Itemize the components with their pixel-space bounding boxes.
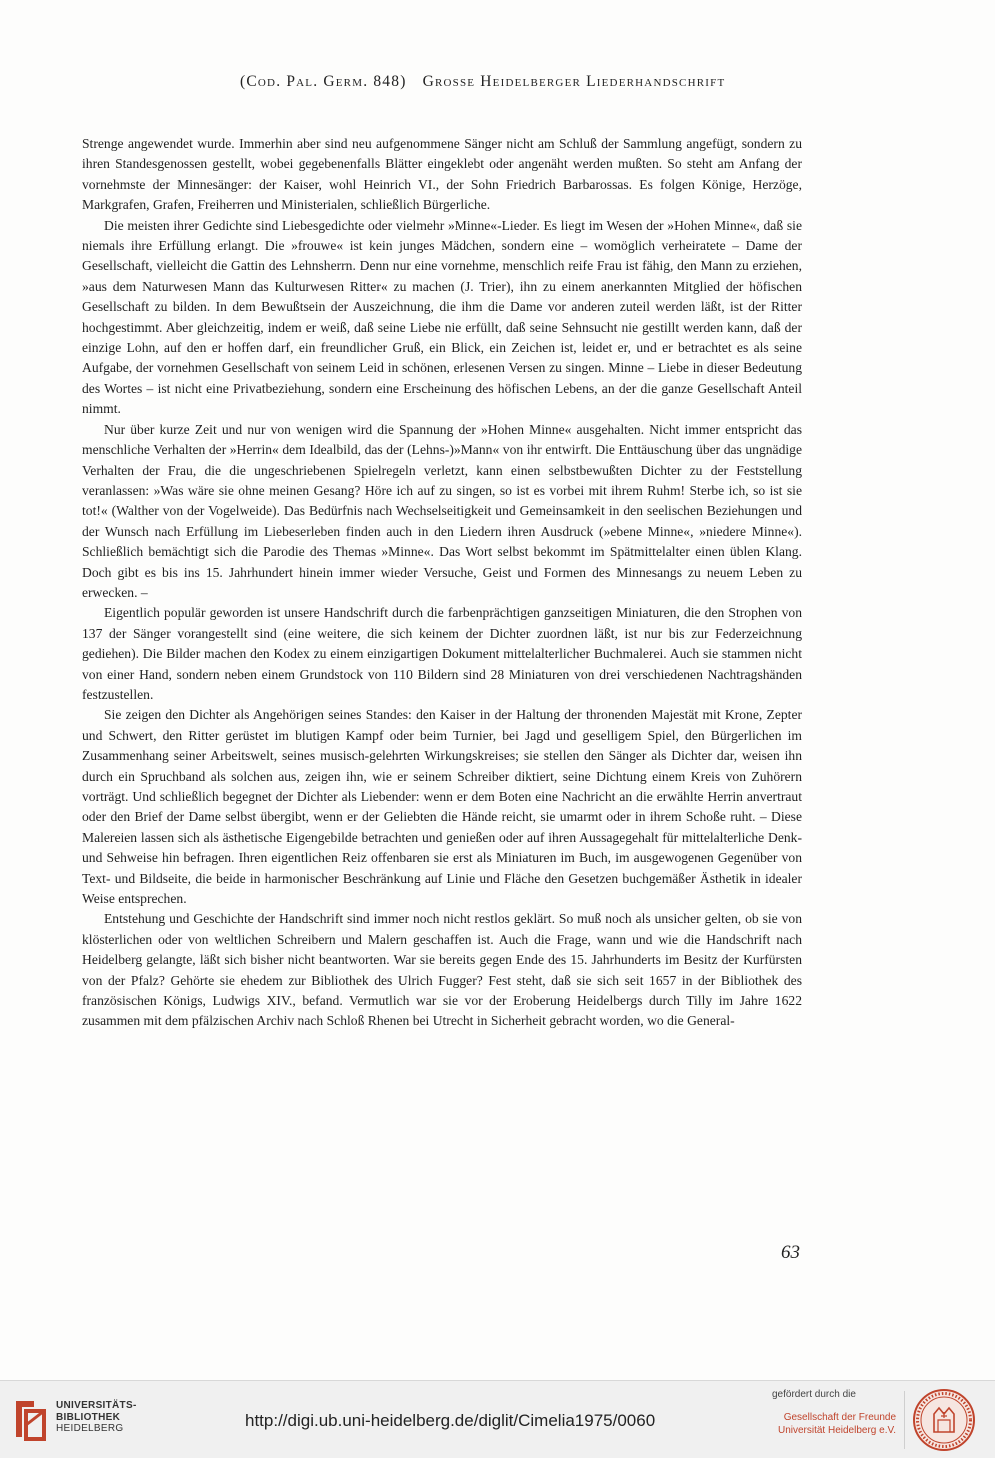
paragraph: Nur über kurze Zeit und nur von wenigen wird die Spannung der »Hohen Minne« ausgehalten. Nicht immer entspricht das menschliche Verhalten der »Herrin« dem Idealbild, das der (Lehns-)»Mann« von ihr entwirft. Die Enttäuschung über das ungnädige Verhalten der Frau, die die ungeschriebenen Spielregeln verletzt, kann einen selbstbewußten Dichter zu der Feststellung veranlassen: »Was wäre sie ohne meinen Gesang? Höre ich auf zu singen, so ist es vorbei mit ihrem Ruhm! Sterbe ich, so ist sie tot!« (Walther von der Vogelweide). Das Bedürfnis nach Wechselseitigkeit und Gemeinsamkeit in den seelischen Beziehungen und der Wunsch nach Erfüllung im Liebeserleben finden auch in den Liedern ihren Ausdruck (»ebene Minne«, »niedere Minne«). Schließlich bemächtigt sich die Parodie des Themas »Minne«. Das Wort selbst bekommt im Spätmittelalter einen üblen Klang. Doch gibt es bis ins 15. Jahrhundert hinein immer wieder Versuche, Geist und Formen des Minnesangs zu neuem Leben zu erwecken. – — [82, 421, 802, 600]
university-library-logo-icon — [10, 1397, 50, 1443]
library-name-line: UNIVERSITÄTS- — [56, 1400, 137, 1411]
library-name-line: BIBLIOTHEK — [56, 1411, 121, 1423]
sponsor-name-line: Gesellschaft der Freunde — [783, 1412, 896, 1423]
sponsor-name[interactable] — [772, 1411, 896, 1437]
paragraph: Entstehung und Geschichte der Handschrift sind immer noch nicht restlos geklärt. So muß noch als unsicher gelten, ob sie von klösterlichen oder von weltlichen Schreibern und Malern geschaffen ist. Auch die Frage, wann und wie die Handschrift nach Heidelberg gelangte, läßt sich bisher nicht beantworten. War sie bereits gegen Ende des 15. Jahrhunderts im Besitz der Kurfürsten von der Pfalz? Gehörte sie ehedem zur Bibliothek des Ulrich Fugger? Fest steht, daß sie sich seit 1657 in der Bibliothek des französischen Königs, Ludwigs XIV., befand. Vermutlich war sie vor der Eroberung Heidelbergs durch Tilly im Jahre 1622 zusammen mit dem pfälzischen Archiv nach Schloß Rhenen bei Utrecht in Sicherheit gebracht worden, wo die General- — [82, 911, 802, 1029]
body-text — [82, 134, 802, 1032]
sponsor-caption: gefördert durch die — [772, 1389, 856, 1400]
page-number: 63 — [781, 1242, 800, 1263]
running-header — [240, 73, 810, 91]
university-seal-icon — [912, 1388, 976, 1452]
header-codex: (Cod. Pal. Germ. 848) — [240, 73, 407, 90]
paragraph: Die meisten ihrer Gedichte sind Liebesgedichte oder vielmehr »Minne«-Lieder. Es liegt im Wesen der »Hohen Minne«, daß sie niemals ihre Erfüllung erlangt. Die »frouwe« ist kein junges Mädchen, sondern eine – womöglich verheiratete – Dame der Gesellschaft, vielleicht die Gattin des Lehnsherrn. Denn nur eine vornehme, menschlich reife Frau ist fähig, den Mann zu erziehen, »aus dem Naturwesen Mann das Kulturwesen Ritter« zu machen (J. Trier), ihn zu einem anerkannten Mitglied der höfischen Gesellschaft zu bilden. In dem Bewußtsein der Auszeichnung, die ihm die Dame vor anderen zuteil werden läßt, ist der Ritter hochgestimmt. Aber gleichzeitig, indem er weiß, daß seine Liebe nie erfüllt, daß seine Sehnsucht nie gestillt werden kann, daß der einzige Lohn, auf den er hoffen darf, ein freundlicher Gruß, ein Blick, ein Zeichen ist, leidet er, und er betrachtet es als seine Aufgabe, der vornehmen Gesellschaft von seinem Leid in schönen, erlesenen Versen zu singen. Minne – Liebe in dieser Bedeutung des Wortes – ist nicht eine Privatbeziehung, sondern eine Erscheinung des höfischen Lebens, an der die ganze Gesellschaft Anteil nimmt. — [82, 217, 802, 417]
paragraph: Strenge angewendet wurde. Immerhin aber sind neu aufgenommene Sänger nicht am Schluß der Sammlung angefügt, sondern zu ihren Standesgenossen gestellt, wobei gegebenenfalls Blätter eingeklebt oder angenäht werden mußten. So steht am Anfang der vornehmste der Minnesänger: der Kaiser, wohl Heinrich VI., der Sohn Friedrich Barbarossas. Es folgen Könige, Herzöge, Markgrafen, Grafen, Freiherren und Ministerialen, schließlich Bürgerliche. — [82, 136, 802, 213]
sponsor-name-line: Universität Heidelberg e.V. — [777, 1425, 896, 1436]
footer-divider — [904, 1391, 905, 1449]
footer-bar — [0, 1380, 995, 1458]
library-name-line: HEIDELBERG — [56, 1423, 124, 1434]
paragraph: Sie zeigen den Dichter als Angehörigen seines Standes: den Kaiser in der Haltung der thronenden Majestät mit Krone, Zepter und Schwert, den Ritter gerüstet im blutigen Kampf oder beim Turnier, bei Jagd und geselligem Spiel, den Bürgerlichen im Zusammenhang seiner Arbeitswelt, seines musisch-gelehrten Wirkungskreises; sie stellen den Sänger als Dichter dar, weisen ihn durch ein Spruchband als solchen aus, zeigen ihn, wie er seinem Schreiber diktiert, seine Dichtung einem Kreis von Zuhörern vorträgt. Und schließlich begegnet der Dichter als Liebender: wenn er dem Boten eine Nachricht an die erwählte Herrin anvertraut oder den Brief der Dame selbst übergibt, wenn er der Geliebten die Hände reicht, sie umarmt oder in ihrem Schoße ruht. – Diese Malereien lassen sich als ästhetische Eigengebilde betrachten und genießen oder auf ihren Aussagegehalt für mittelalterliche Denk- und Sehweise hin befragen. Ihren eigentlichen Reiz offenbaren sie erst als Miniaturen im Buch, im ausgewogenen Gegenüber von Text- und Bildseite, die beide in harmonischer Beschränkung auf Linie und Fläche den Gesetzen buchgemäßer Ästhetik in idealer Weise entsprechen. — [82, 707, 802, 907]
header-title: Grosse Heidelberger Liederhandschrift — [422, 73, 726, 90]
permalink-url[interactable]: http://digi.ub.uni-heidelberg.de/diglit/Cimelia1975/0060 — [245, 1411, 656, 1430]
library-name[interactable] — [56, 1400, 137, 1435]
paragraph: Eigentlich populär geworden ist unsere Handschrift durch die farbenprächtigen ganzseitigen Miniaturen, die den Strophen von 137 der Sänger vorangestellt sind (eine weitere, die sich keinem der Dichter zuordnen läßt, ist nur bis zur Federzeichnung gediehen). Die Bilder machen den Kodex zu einem einzigartigen Dokument mittelalterlicher Buchmalerei. Auch sie stammen nicht von einer Hand, sondern neben einem Grundstock von 110 Bildern sind 28 Miniaturen von drei verschiedenen Nachtragshänden festzustellen. — [82, 605, 802, 702]
